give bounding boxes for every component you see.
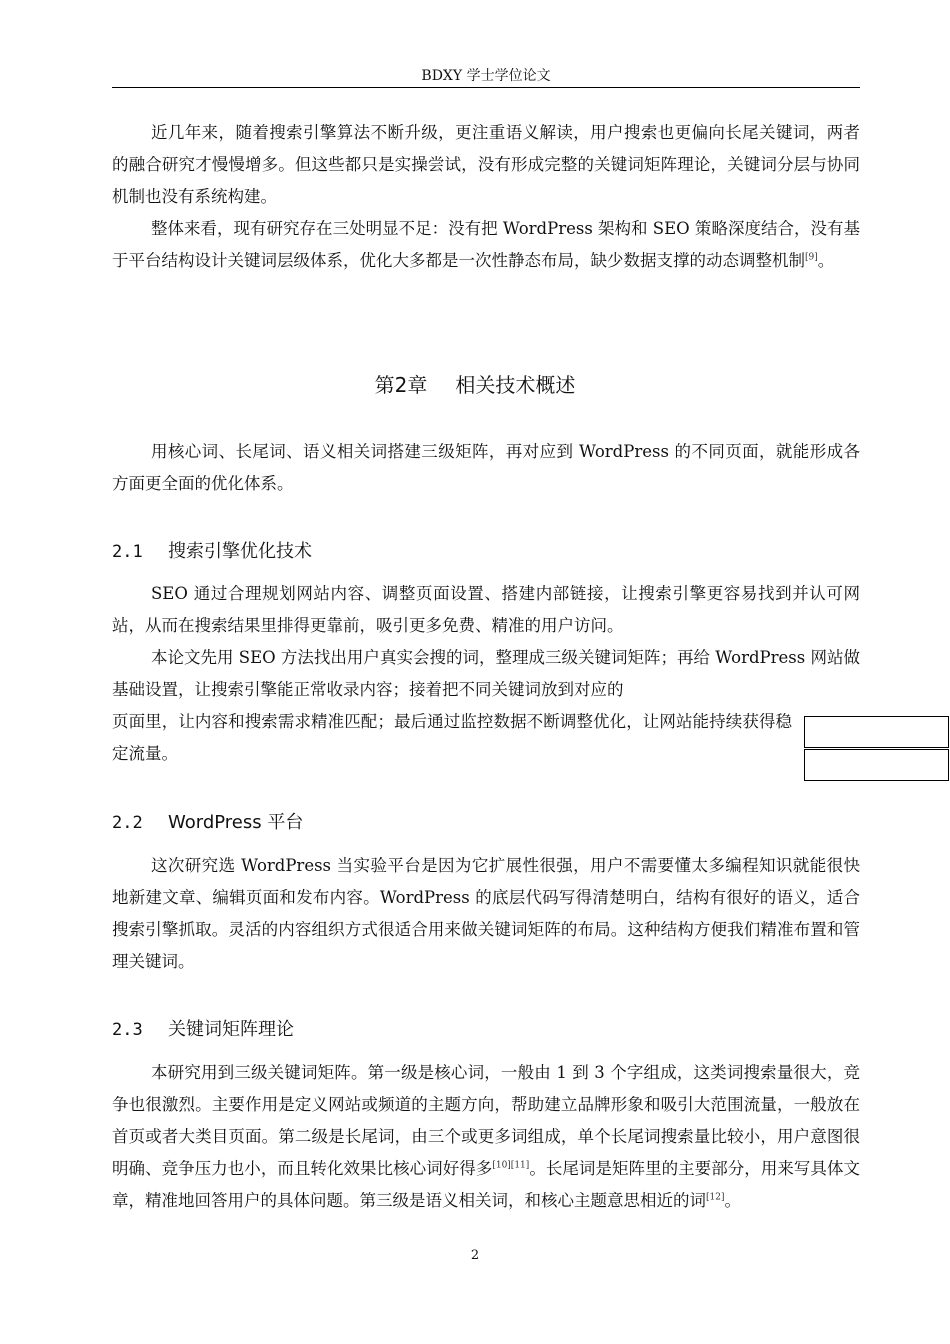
page-number: 2 [470,1248,480,1263]
section-2-3-paragraph-1 [112,1057,860,1217]
section-heading-2-1 [112,537,312,567]
section-heading-2-2 [112,808,303,838]
chapter-heading [0,368,950,402]
section-title: 搜索引擎优化技术 [168,541,312,562]
section-2-3-text-b: 。长尾词是矩阵里的主要部分，用来写具体文章，精准地回答用户的具体问题。第三级是语义相关词，和核心主题意思相近的词 [112,1159,861,1210]
section-2-2-paragraph-1: 这次研究选 WordPress 当实验平台是因为它扩展性很强，用户不需要懂太多编程知识就能很快地新建文章、编辑页面和发布内容。WordPress 的底层代码写得清楚明白，结构有很好的语义，适合搜索引擎抓取。灵活的内容组织方式很适合用来做关键词矩阵的布局。这种结构方便我们精准布置和管理关键词。 [112,856,860,971]
chapter-number: 第2章 [374,373,428,397]
table-cell-box-bottom [804,749,949,781]
citation-12: [12] [706,1192,725,1203]
section-title: WordPress 平台 [168,812,304,833]
section-2-3-text-a: 本研究用到三级关键词矩阵。第一级是核心词，一般由 1 到 3 个字组成，这类词搜索量很大，竞争也很激烈。主要作用是定义网站或频道的主题方向，帮助建立品牌形象和吸引大范围流量，一般放在首页或者大类目页面。第二级是长尾词，由三个或更多词组成，单个长尾词搜索量比较小，用户意图很明确、竞争压力也小，而且转化效果比核心词好得多 [112,1063,860,1178]
section-number: 2.3 [112,1020,143,1040]
section-2-1-paragraph-1: SEO 通过合理规划网站内容、调整页面设置、搭建内部链接，让搜索引擎更容易找到并认可网站，从而在搜索结果里排得更靠前，吸引更多免费、精准的用户访问。 [112,584,860,635]
table-cell-box-top [804,716,949,748]
chapter-title: 相关技术概述 [455,373,576,397]
running-header: BDXY 学士学位论文 [421,68,551,84]
section-2-1-paragraph-2a: 本论文先用 SEO 方法找出用户真实会搜的词，整理成三级关键词矩阵；再给 WordPress 网站做基础设置，让搜索引擎能正常收录内容；接着把不同关键词放到对应的 [112,648,860,699]
chapter-intro-paragraph: 用核心词、长尾词、语义相关词搭建三级矩阵，再对应到 WordPress 的不同页面，就能形成各方面更全面的优化体系。 [112,442,860,493]
section-heading-2-3 [112,1015,294,1045]
section-2-1-paragraph-2b: 页面里，让内容和搜索需求精准匹配；最后通过监控数据不断调整优化，让网站能持续获得稳定流量。 [112,712,792,763]
header-rule [112,87,860,88]
section-title: 关键词矩阵理论 [168,1019,294,1040]
paragraph-intro-2-end: 。 [817,251,835,270]
citation-9: [9] [805,252,818,263]
paragraph-intro-2-text: 整体来看，现有研究存在三处明显不足：没有把 WordPress 架构和 SEO 策略深度结合，没有基于平台结构设计关键词层级体系，优化大多都是一次性静态布局，缺少数据支撑的动态调整机制 [112,219,860,270]
section-number: 2.2 [112,813,143,833]
paragraph-intro-1: 近几年来，随着搜索引擎算法不断升级，更注重语义解读，用户搜索也更偏向长尾关键词，两者的融合研究才慢慢增多。但这些都只是实操尝试，没有形成完整的关键词矩阵理论，关键词分层与协同机制也没有系统构建。 [112,123,860,206]
paragraph-intro-2 [112,213,860,277]
citation-10-11: [10][11] [492,1160,530,1171]
section-2-3-text-c: 。 [724,1191,741,1210]
section-number: 2.1 [112,542,143,562]
